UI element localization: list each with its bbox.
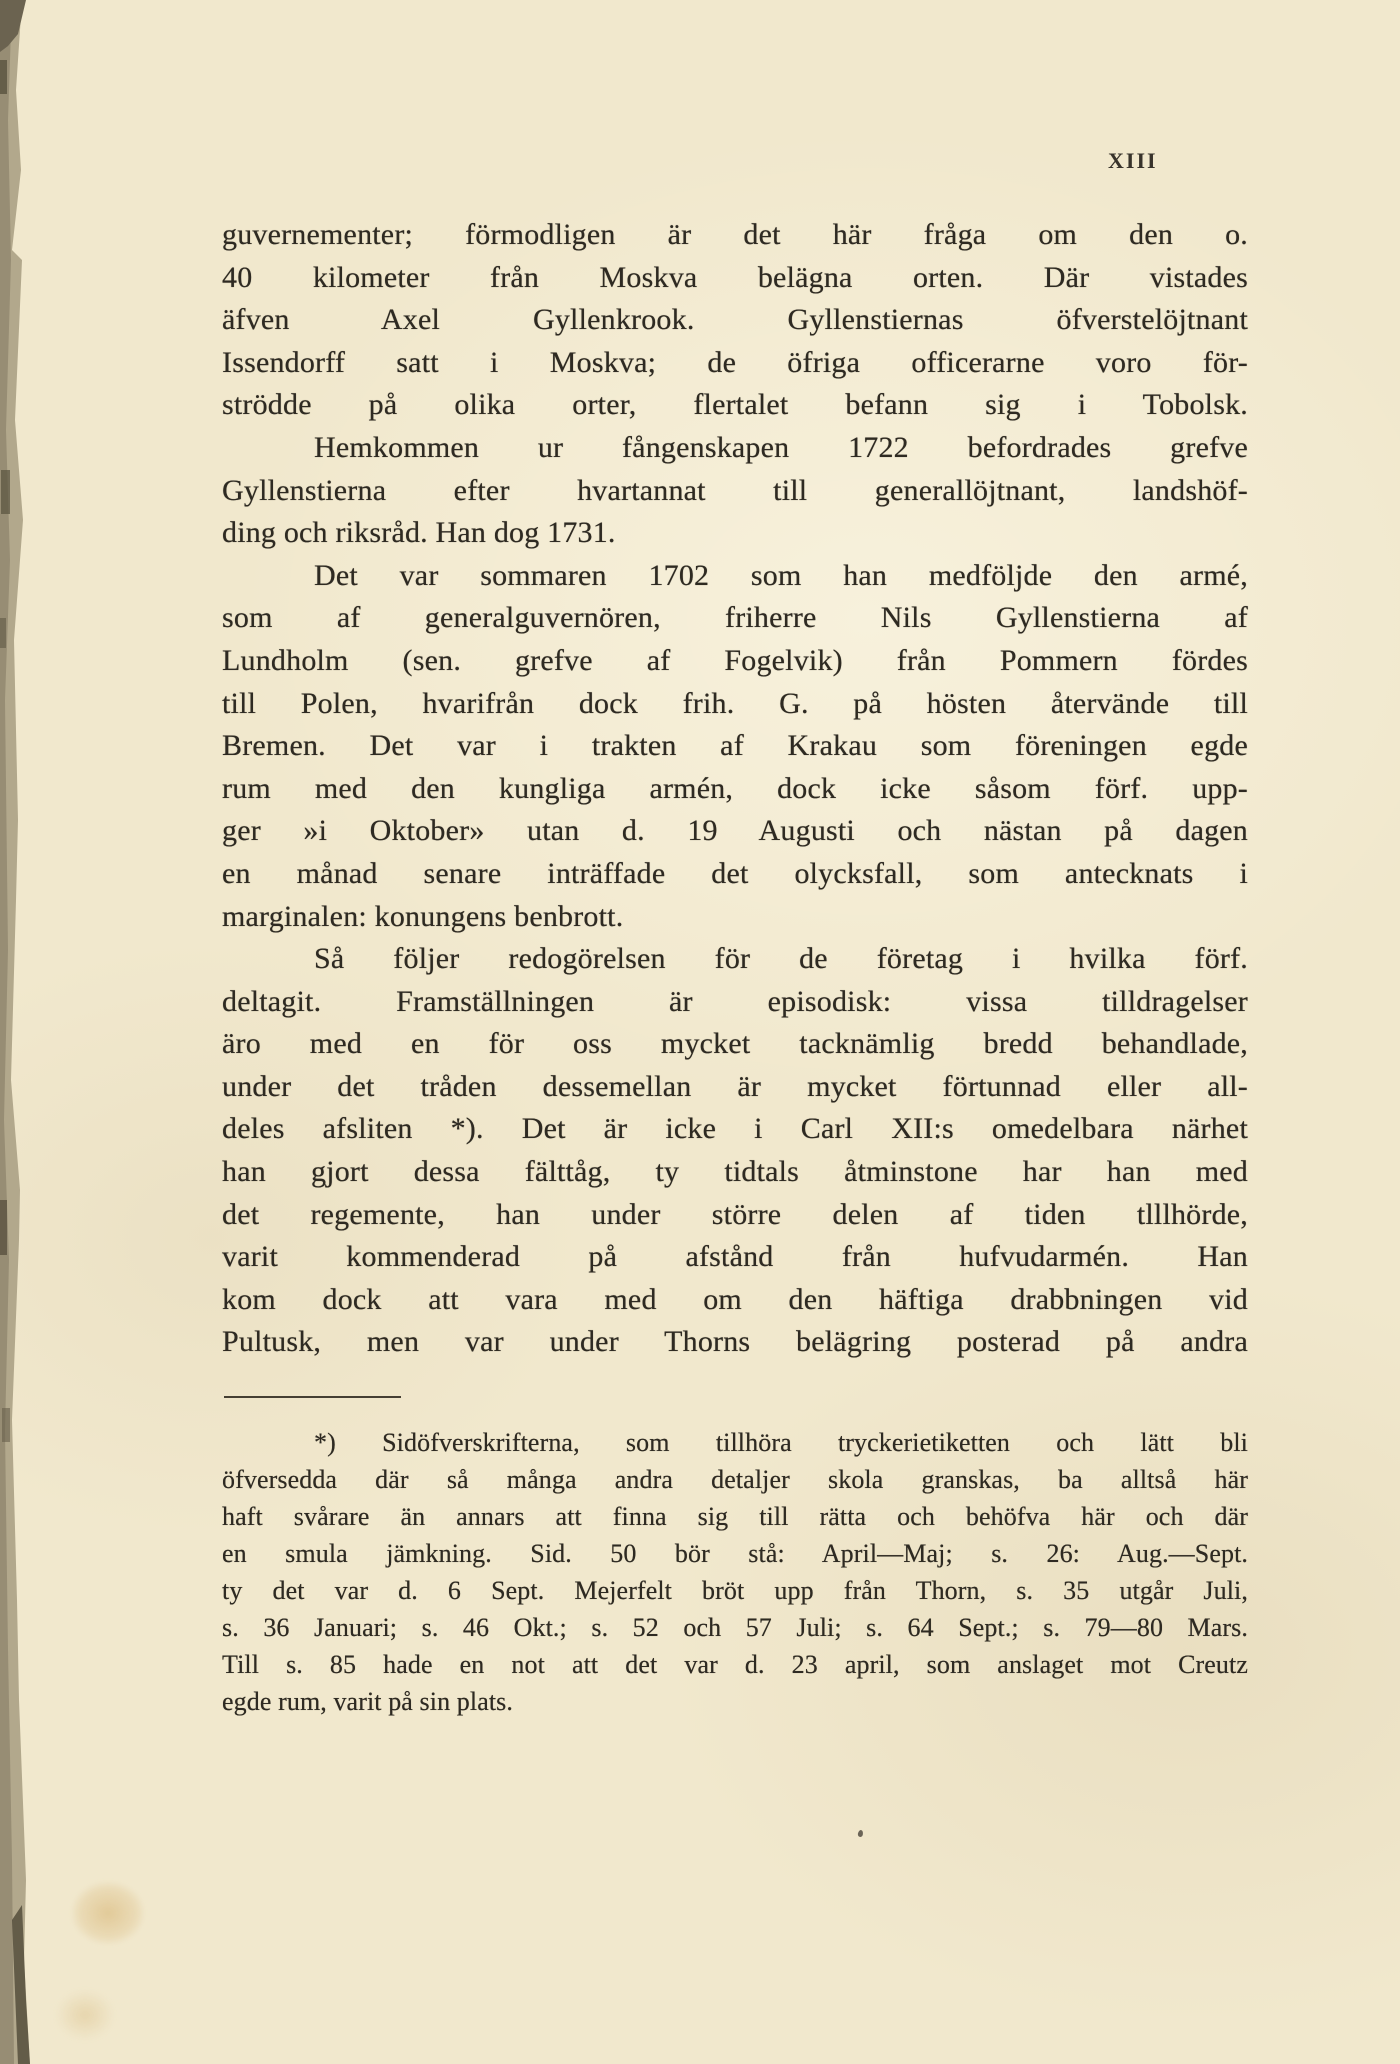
text-line: det regemente, han under större delen af tiden tlllhörde, — [222, 1197, 1248, 1231]
text-line: s. 36 Januari; s. 46 Okt.; s. 52 och 57 Juli; s. 64 Sept.; s. 79—80 Mars. — [222, 1613, 1248, 1642]
text-line: Bremen. Det var i trakten af Krakau som föreningen egde — [222, 729, 1248, 763]
text-line: marginalen: konungens benbrott. — [222, 899, 624, 933]
text-line: kom dock att vara med om den häftiga drabbningen vid — [222, 1282, 1248, 1316]
stain — [56, 1990, 114, 2040]
text-line: haft svårare än annars att finna sig till rätta och behöfva här och där — [222, 1502, 1248, 1531]
text-line: han gjort dessa fälttåg, ty tidtals åtminstone har han med — [222, 1155, 1248, 1189]
text-line: Det var sommaren 1702 som han medföljde den armé, — [314, 558, 1248, 592]
text-line: som af generalguvernören, friherre Nils Gyllenstierna af — [222, 601, 1248, 635]
text-line: rum med den kungliga armén, dock icke såsom förf. upp- — [222, 771, 1248, 805]
ink-speck — [857, 1830, 863, 1838]
footnote-separator — [224, 1396, 401, 1398]
page-edge — [0, 0, 36, 2064]
text-line: till Polen, hvarifrån dock frih. G. på hösten återvände till — [222, 686, 1248, 720]
text-line: Issendorff satt i Moskva; de öfriga officerarne voro för- — [222, 345, 1248, 379]
text-line: strödde på olika orter, flertalet befann sig i Tobolsk. — [222, 388, 1248, 422]
text-line: ding och riksråd. Han dog 1731. — [222, 516, 616, 550]
text-line: 40 kilometer från Moskva belägna orten. Där vistades — [222, 260, 1248, 294]
text-line: äfven Axel Gyllenkrook. Gyllenstiernas öfverstelöjtnant — [222, 303, 1248, 337]
text-line: Så följer redogörelsen för de företag i hvilka förf. — [314, 942, 1248, 976]
stain — [72, 1882, 144, 1944]
text-line: deltagit. Framställningen är episodisk: vissa tilldragelser — [222, 984, 1248, 1018]
text-line: äro med en för oss mycket tacknämlig bredd behandlade, — [222, 1027, 1248, 1061]
text-line: Gyllenstierna efter hvartannat till generallöjtnant, landshöf- — [222, 473, 1248, 507]
text-line: Lundholm (sen. grefve af Fogelvik) från Pommern fördes — [222, 643, 1248, 677]
text-line: en smula jämkning. Sid. 50 bör stå: April—Maj; s. 26: Aug.—Sept. — [222, 1539, 1248, 1568]
text-line: deles afsliten *). Det är icke i Carl XII:s omedelbara närhet — [222, 1112, 1248, 1146]
text-line: ger »i Oktober» utan d. 19 Augusti och nästan på dagen — [222, 814, 1248, 848]
text-line: en månad senare inträffade det olycksfall, som antecknats i — [222, 856, 1248, 890]
text-line: guvernementer; förmodligen är det här fråga om den o. — [222, 218, 1248, 251]
text-line: egde rum, varit på sin plats. — [222, 1687, 513, 1716]
page-number: XIII — [1108, 148, 1158, 173]
text-line: Pultusk, men var under Thorns belägring posterad på andra — [222, 1325, 1248, 1359]
footnote-text — [222, 1424, 1248, 1720]
body-text — [222, 214, 1248, 1364]
text-line: under det tråden dessemellan är mycket förtunnad eller all- — [222, 1069, 1248, 1103]
text-line: öfversedda där så många andra detaljer skola granskas, ba alltså här — [222, 1465, 1248, 1494]
text-line: Hemkommen ur fångenskapen 1722 befordrades grefve — [314, 430, 1248, 464]
text-line: ty det var d. 6 Sept. Mejerfelt bröt upp från Thorn, s. 35 utgår Juli, — [222, 1576, 1248, 1605]
text-line: varit kommenderad på afstånd från hufvudarmén. Han — [222, 1240, 1248, 1274]
text-line: Till s. 85 hade en not att det var d. 23 april, som anslaget mot Creutz — [222, 1650, 1248, 1679]
text-line: *) Sidöfverskrifterna, som tillhöra tryckerietiketten och lätt bli — [314, 1428, 1248, 1457]
